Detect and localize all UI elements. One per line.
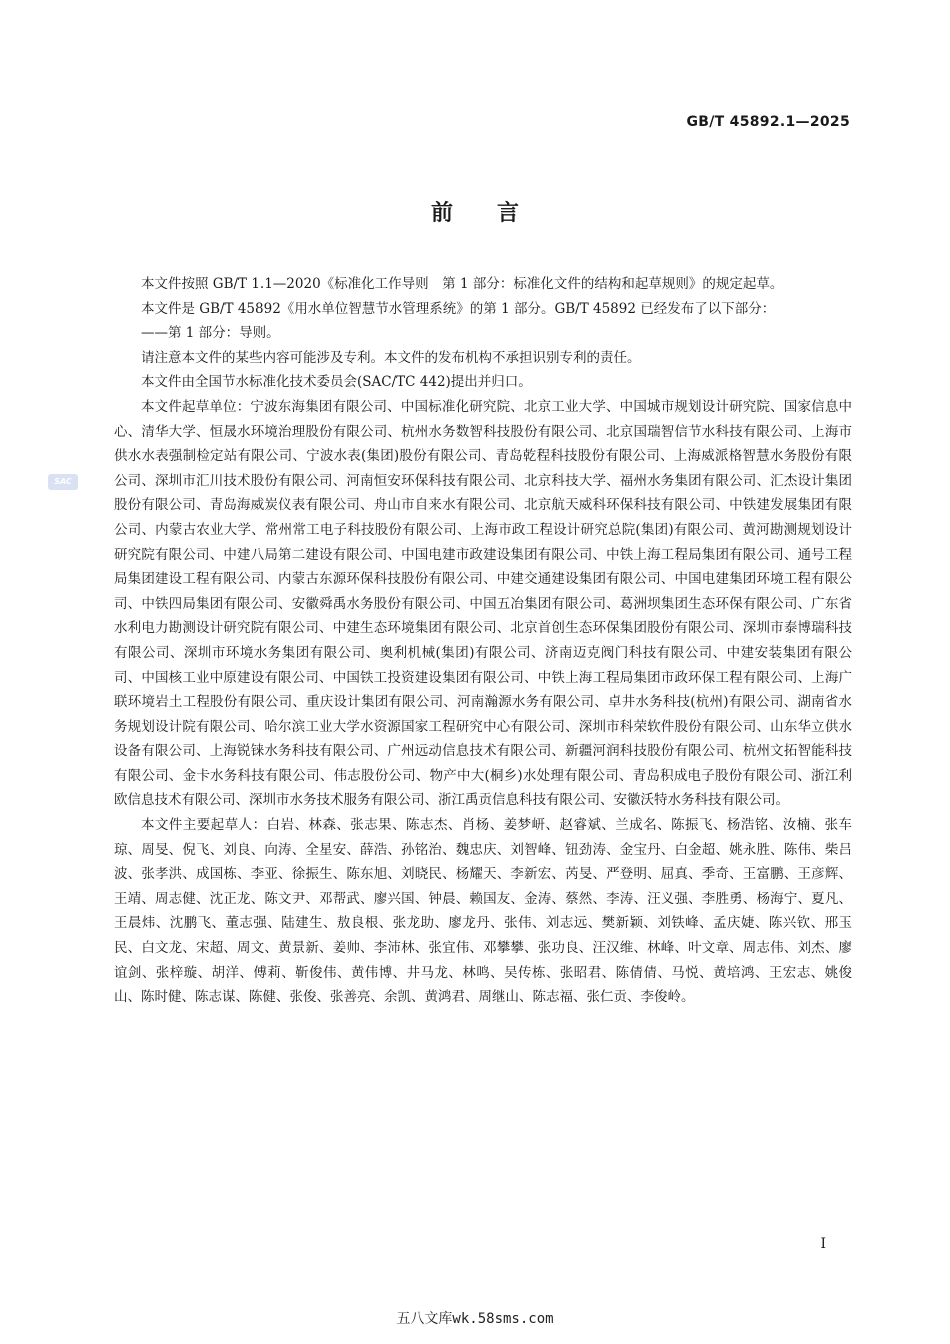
paragraph-patent-notice: 请注意本文件的某些内容可能涉及专利。本文件的发布机构不承担识别专利的责任。 (141, 349, 641, 366)
paragraph-part-list: ——第 1 部分：导则。 (141, 325, 280, 342)
standard-number: GB/T 45892.1—2025 (686, 114, 850, 130)
paragraph-drafting-units: 本文件起草单位：宁波东海集团有限公司、中国标准化研究院、北京工业大学、中国城市规划设计研究院、国家信息中心、清华大学、恒晟水环境治理股份有限公司、杭州水务数智科技股份有限公司、北京国瑞智信节水科技有限公司、上海市供水水表强制检定站有限公司、宁波水表(集团)股份有限公司、青岛乾程科技股份有限公司、上海威派格智慧水务股份有限公司、深圳市汇川技术股份有限公司、河南恒安环保科技有限公司、北京科技大学、福州水务集团有限公司、汇杰设计集团股份有限公司、青岛海威炭仪表有限公司、舟山市自来水有限公司、北京航天威科环保科技有限公司、中铁建发展集团有限公司、内蒙古农业大学、常州常工电子科技股份有限公司、上海市政工程设计研究总院(集团)有限公司、黄河勘测规划设计研究院有限公司、中建八局第二建设有限公司、中国电建市政建设集团有限公司、中铁上海工程局集团有限公司、通号工程局集团建设工程有限公司、内蒙古东源环保科技股份有限公司、中建交通建设集团有限公司、中国电建集团环境工程有限公司、中铁四局集团有限公司、安徽舜禹水务股份有限公司、中国五冶集团有限公司、葛洲坝集团生态环保有限公司、广东省水利电力勘测设计研究院有限公司、中建生态环境集团有限公司、北京首创生态环保集团股份有限公司、深圳市泰博瑞科技有限公司、深圳市环境水务集团有限公司、奥利机械(集团)有限公司、济南迈克阀门科技有限公司、中建安装集团有限公司、中国核工业中原建设有限公司、中国铁工投资建设集团有限公司、中铁上海工程局集团市政环保工程有限公司、上海广联环境岩土工程股份有限公司、重庆设计集团有限公司、河南瀚源水务有限公司、卓井水务科技(杭州)有限公司、湖南省水务规划设计院有限公司、哈尔滨工业大学水资源国家工程研究中心有限公司、深圳市科荣软件股份有限公司、山东华立供水设备有限公司、上海锐铼水务科技有限公司、广州远动信息技术有限公司、新疆河润科技股份有限公司、杭州文拓智能科技有限公司、金卡水务科技有限公司、伟志股份公司、物产中大(桐乡)水处理有限公司、青岛积成电子股份有限公司、浙江利欧信息技术有限公司、深圳市水务技术服务有限公司、浙江禹贡信息科技有限公司、安徽沃特水务科技有限公司。 (114, 398, 852, 809)
footer-watermark: 五八文库wk.58sms.com (396, 1311, 554, 1327)
sac-logo-watermark: SAC (48, 474, 78, 490)
paragraph-parts-intro: 本文件是 GB/T 45892《用水单位智慧节水管理系统》的第 1 部分。GB/T 45892 已经发布了以下部分： (141, 300, 776, 317)
page-title: 前言 (430, 201, 563, 226)
page-number: I (820, 1236, 826, 1252)
paragraph-drafters: 本文件主要起草人：白岩、林森、张志果、陈志杰、肖杨、姜梦岍、赵睿斌、兰成名、陈振飞、杨浩铭、汝楠、张车琼、周旻、倪飞、刘良、向涛、全星安、薛浩、孙铭治、魏忠庆、刘智峰、钮劲涛、金宝丹、白金超、姚永胜、陈伟、柴吕波、张孝洪、成国栋、李亚、徐振生、陈东旭、刘晓民、杨耀天、李新宏、芮旻、严登明、屈真、季奇、王富鹏、王彦辉、王靖、周志健、沈正龙、陈文尹、邓帮武、廖兴国、钟晨、赖国友、金涛、蔡然、李涛、汪义强、李胜勇、杨海宁、夏凡、王晨炜、沈鹏飞、董志强、陆建生、敖良根、张龙助、廖龙丹、张伟、刘志远、樊新颖、刘铁峰、孟庆婕、陈兴钦、邢玉民、白文龙、宋超、周文、黄景新、姜帅、李沛林、张宜伟、邓攀攀、张功良、汪汉维、林峰、叶文章、周志伟、刘杰、廖谊剑、张梓璇、胡洋、傅莉、靳俊伟、黄伟博、井马龙、林鸣、吴传栋、张昭君、陈倩倩、马悦、黄培鸿、王宏志、姚俊山、陈时健、陈志谋、陈健、张俊、张善亮、余凯、黄鸿君、周继山、陈志福、张仁贡、李俊岭。 (114, 817, 852, 1006)
foreword-body (114, 272, 852, 1010)
paragraph-committee: 本文件由全国节水标准化技术委员会(SAC/TC 442)提出并归口。 (141, 374, 532, 391)
paragraph-drafting-rules: 本文件按照 GB/T 1.1—2020《标准化工作导则 第 1 部分：标准化文件的结构和起草规则》的规定起草。 (141, 276, 784, 292)
